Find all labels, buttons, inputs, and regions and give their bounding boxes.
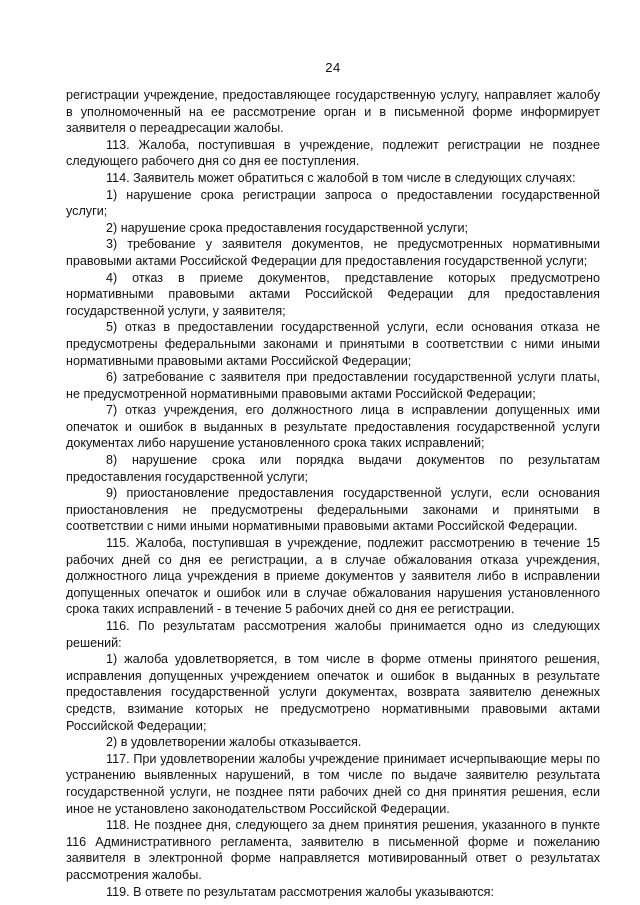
paragraph: 5) отказ в предоставлении государственной услуги, если основания отказа не предусмотрены федеральными законами и принятыми в соответствии с ними иными нормативными правовыми актами Российской Федерации; <box>66 320 600 368</box>
paragraph: 114. Заявитель может обратиться с жалобой в том числе в следующих случаях: <box>106 170 576 185</box>
paragraph: 9) приостановление предоставления государственной услуги, если основания приостановления не предусмотрены федеральными законами и принятыми в соответствии с ними иными нормативными правовыми актами Российской Федерации. <box>66 486 600 534</box>
paragraph: 115. Жалоба, поступившая в учреждение, подлежит рассмотрению в течение 15 рабочих дней со дня ее регистрации, а в случае обжалования отказа учреждения, должностного лица учреждения в приеме документов у заявителя либо в исправлении допущенных опечаток и ошибок или в случае обжалования нарушения установленного срока таких исправлений - в течение 5 рабочих дней со дня ее регистрации. <box>66 536 600 617</box>
paragraph: 3) требование у заявителя документов, не предусмотренных нормативными правовыми актами Российской Федерации для предоставления государственной услуги; <box>66 237 600 268</box>
paragraph: 1) нарушение срока регистрации запроса о предоставлении государственной услуги; <box>66 187 600 219</box>
paragraph: 2) в удовлетворении жалобы отказывается. <box>106 735 362 750</box>
paragraph: 7) отказ учреждения, его должностного лица в исправлении допущенных ими опечаток и ошибок в выданных в результате предоставления государственной услуги документах либо нарушение установленного срока таких исправлений; <box>66 403 600 451</box>
paragraph: 117. При удовлетворении жалобы учреждение принимает исчерпывающие меры по устранению выявленных нарушений, в том числе по выдаче заявителю результата государственной услуги, не позднее пяти рабочих дней со дня принятия решения, если иное не установлено законодательством Российской Федерации. <box>66 751 600 816</box>
paragraph: 119. В ответе по результатам рассмотрения жалобы указываются: <box>106 884 494 899</box>
paragraph: 8) нарушение срока или порядка выдачи документов по результатам предоставления государственной услуги; <box>66 453 600 484</box>
paragraph: 116. По результатам рассмотрения жалобы принимается одно из следующих решений: <box>66 619 600 650</box>
paragraph: 2) нарушение срока предоставления государственной услуги; <box>106 220 469 235</box>
page-number: 24 <box>325 60 341 75</box>
paragraph: 118. Не позднее дня, следующего за днем принятия решения, указанного в пункте 116 Административного регламента, заявителю в письменной форме и пожеланию заявителя в электронной форме направляется мотивированный ответ о результатах рассмотрения жалобы. <box>66 818 600 882</box>
document-body <box>66 87 600 900</box>
paragraph: 6) затребование с заявителя при предоставлении государственной услуги платы, не предусмотренной нормативными правовыми актами Российской Федерации; <box>66 370 600 401</box>
paragraph: регистрации учреждение, предоставляющее государственную услугу, направляет жалобу в уполномоченный на ее рассмотрение орган и в письменной форме информирует заявителя о переадресации жалобы. <box>66 88 600 136</box>
paragraph: 4) отказ в приеме документов, представление которых предусмотрено нормативными правовыми актами Российской Федерации для предоставления государственной услуги, у заявителя; <box>66 270 600 318</box>
paragraph: 1) жалоба удовлетворяется, в том числе в форме отмены принятого решения, исправления допущенных учреждением опечаток и ошибок в выданных в результате предоставления государственной услуги документах, возврата заявителю денежных средств, взимание которых не предусмотрено нормативными правовыми актами Российской Федерации; <box>66 652 600 733</box>
paragraph: 113. Жалоба, поступившая в учреждение, подлежит регистрации не позднее следующего рабочего дня со дня ее поступления. <box>66 137 600 169</box>
